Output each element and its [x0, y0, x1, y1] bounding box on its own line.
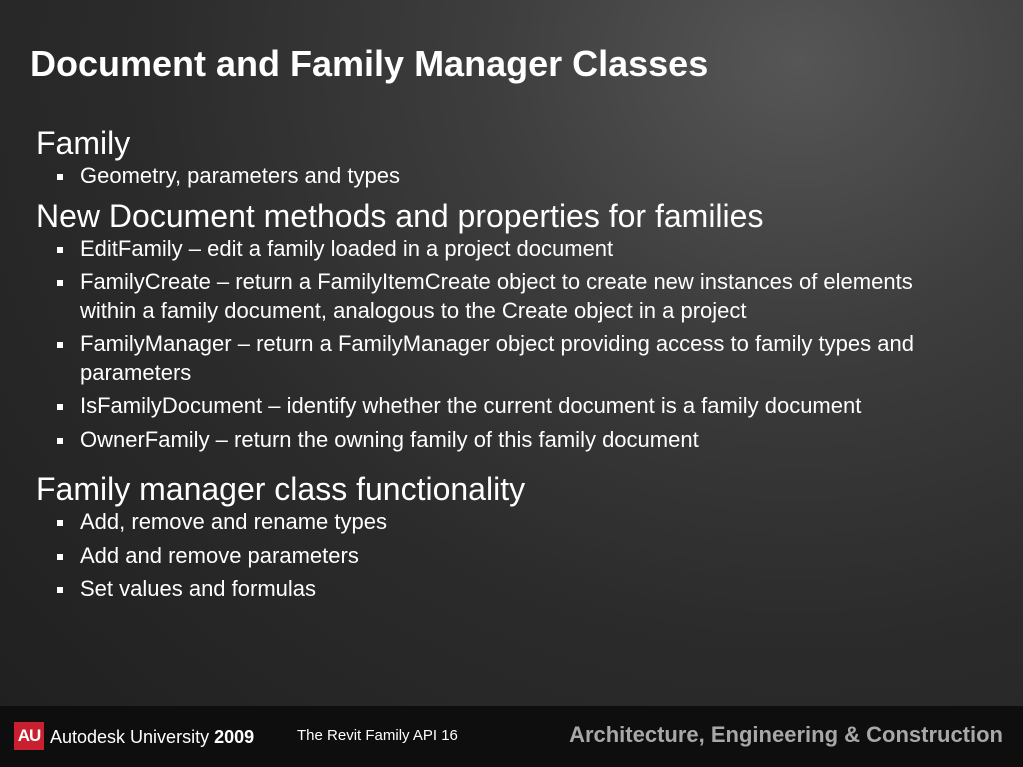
footer-tagline: Architecture, Engineering & Construction [569, 722, 1003, 747]
list-item [36, 235, 966, 264]
list-item-text: OwnerFamily – return the owning family of this family document [80, 426, 699, 452]
section-family-manager [36, 467, 966, 604]
square-bullet-icon [57, 587, 63, 593]
brand-year: 2009 [214, 727, 255, 747]
slide-title: Document and Family Manager Classes [30, 43, 709, 84]
section-heading: Family manager class functionality [36, 471, 526, 507]
list-item-text: Add, remove and rename types [80, 509, 387, 534]
list-item [36, 508, 966, 537]
bullet-list [36, 235, 966, 455]
slide-number-label: The Revit Family API 16 [297, 727, 458, 744]
list-item [36, 162, 966, 191]
square-bullet-icon [57, 247, 63, 253]
list-item [36, 575, 966, 604]
list-item-text: EditFamily – edit a family loaded in a project document [80, 235, 614, 261]
list-item [36, 426, 966, 455]
brand-name-text: Autodesk University [50, 727, 210, 747]
square-bullet-icon [57, 342, 63, 348]
square-bullet-icon [57, 438, 63, 444]
list-item-text: FamilyCreate – return a FamilyItemCreate object to create new instances of elements within a family document, analogous to the Create object in a project [80, 269, 913, 323]
list-item-text: FamilyManager – return a FamilyManager object providing access to family types and parameters [80, 331, 914, 385]
list-item-text: Set values and formulas [80, 576, 317, 601]
section-document-methods [36, 194, 966, 455]
list-item-text: Geometry, parameters and types [80, 163, 400, 188]
list-item [36, 542, 966, 571]
section-heading: New Document methods and properties for families [36, 197, 764, 234]
square-bullet-icon [57, 174, 63, 180]
brand-name [50, 725, 254, 749]
slide-footer [0, 706, 1023, 767]
list-item-text: Add and remove parameters [80, 542, 359, 568]
list-item [36, 268, 966, 325]
list-item [36, 392, 966, 421]
square-bullet-icon [57, 554, 63, 560]
square-bullet-icon [57, 280, 63, 286]
bullet-list [36, 508, 966, 604]
square-bullet-icon [57, 520, 63, 526]
slide-content [36, 121, 966, 609]
section-heading: Family [36, 125, 131, 161]
au-logo-icon: AU [14, 722, 44, 750]
list-item-text: IsFamilyDocument – identify whether the current document is a family document [80, 393, 862, 418]
list-item [36, 330, 966, 387]
square-bullet-icon [57, 404, 63, 410]
bullet-list [36, 162, 966, 191]
section-family [36, 121, 966, 191]
